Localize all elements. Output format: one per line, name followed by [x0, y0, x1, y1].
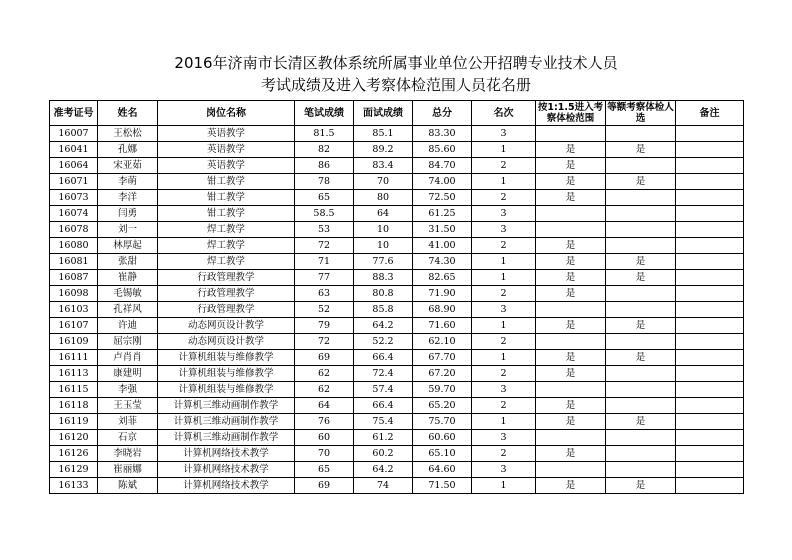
- cell-selected: [606, 366, 676, 382]
- cell-position: 钳工教学: [158, 190, 295, 206]
- cell-name: 石京: [98, 430, 158, 446]
- table-row: [50, 334, 744, 350]
- cell-total: 71.60: [413, 318, 472, 334]
- cell-total: 83.30: [413, 126, 472, 142]
- cell-inspection-range: 是: [536, 238, 606, 254]
- header-name: 姓名: [98, 101, 158, 126]
- cell-selected: [606, 302, 676, 318]
- table-row: [50, 142, 744, 158]
- cell-rank: 2: [472, 366, 536, 382]
- cell-position: 行政管理教学: [158, 286, 295, 302]
- cell-written-score: 70: [295, 446, 354, 462]
- cell-name: 李晓岩: [98, 446, 158, 462]
- header-exam-id: 准考证号: [50, 101, 98, 126]
- cell-interview-score: 66.4: [354, 398, 413, 414]
- cell-interview-score: 85.1: [354, 126, 413, 142]
- cell-name: 卢肖肖: [98, 350, 158, 366]
- table-row: [50, 318, 744, 334]
- cell-total: 85.60: [413, 142, 472, 158]
- cell-total: 82.65: [413, 270, 472, 286]
- cell-interview-score: 64.2: [354, 462, 413, 478]
- cell-remarks: [676, 142, 744, 158]
- cell-written-score: 60: [295, 430, 354, 446]
- cell-selected: [606, 286, 676, 302]
- cell-remarks: [676, 206, 744, 222]
- cell-selected: [606, 430, 676, 446]
- cell-rank: 3: [472, 382, 536, 398]
- table-row: [50, 446, 744, 462]
- cell-interview-score: 85.8: [354, 302, 413, 318]
- table-row: [50, 190, 744, 206]
- table-header-row: [50, 101, 744, 126]
- table-row: [50, 158, 744, 174]
- cell-total: 61.25: [413, 206, 472, 222]
- table-row: [50, 382, 744, 398]
- header-interview-score: 面试成绩: [354, 101, 413, 126]
- cell-position: 计算机网络技术教学: [158, 462, 295, 478]
- cell-name: 崔静: [98, 270, 158, 286]
- cell-selected: 是: [606, 254, 676, 270]
- cell-rank: 2: [472, 286, 536, 302]
- cell-rank: 1: [472, 270, 536, 286]
- cell-written-score: 53: [295, 222, 354, 238]
- cell-inspection-range: 是: [536, 142, 606, 158]
- cell-selected: [606, 206, 676, 222]
- table-row: [50, 222, 744, 238]
- cell-exam-id: 16120: [50, 430, 98, 446]
- cell-exam-id: 16007: [50, 126, 98, 142]
- cell-written-score: 58.5: [295, 206, 354, 222]
- cell-name: 王松松: [98, 126, 158, 142]
- cell-selected: [606, 238, 676, 254]
- cell-written-score: 64: [295, 398, 354, 414]
- cell-selected: [606, 334, 676, 350]
- cell-position: 计算机组装与维修教学: [158, 382, 295, 398]
- cell-exam-id: 16064: [50, 158, 98, 174]
- cell-exam-id: 16111: [50, 350, 98, 366]
- table-row: [50, 302, 744, 318]
- cell-interview-score: 80.8: [354, 286, 413, 302]
- cell-exam-id: 16080: [50, 238, 98, 254]
- cell-exam-id: 16126: [50, 446, 98, 462]
- cell-position: 动态网页设计教学: [158, 318, 295, 334]
- cell-position: 计算机三维动画制作教学: [158, 414, 295, 430]
- cell-exam-id: 16113: [50, 366, 98, 382]
- cell-written-score: 65: [295, 190, 354, 206]
- cell-remarks: [676, 222, 744, 238]
- cell-inspection-range: 是: [536, 318, 606, 334]
- cell-inspection-range: 是: [536, 350, 606, 366]
- cell-written-score: 76: [295, 414, 354, 430]
- cell-interview-score: 88.3: [354, 270, 413, 286]
- cell-exam-id: 16103: [50, 302, 98, 318]
- cell-rank: 3: [472, 222, 536, 238]
- cell-selected: [606, 222, 676, 238]
- cell-remarks: [676, 398, 744, 414]
- cell-position: 行政管理教学: [158, 270, 295, 286]
- cell-exam-id: 16129: [50, 462, 98, 478]
- cell-total: 31.50: [413, 222, 472, 238]
- cell-written-score: 82: [295, 142, 354, 158]
- cell-inspection-range: 是: [536, 270, 606, 286]
- cell-inspection-range: [536, 334, 606, 350]
- cell-remarks: [676, 174, 744, 190]
- cell-rank: 3: [472, 206, 536, 222]
- cell-remarks: [676, 462, 744, 478]
- cell-position: 动态网页设计教学: [158, 334, 295, 350]
- cell-inspection-range: 是: [536, 254, 606, 270]
- cell-inspection-range: [536, 382, 606, 398]
- cell-selected: 是: [606, 174, 676, 190]
- cell-rank: 3: [472, 126, 536, 142]
- cell-name: 孔祥风: [98, 302, 158, 318]
- cell-exam-id: 16081: [50, 254, 98, 270]
- cell-interview-score: 10: [354, 222, 413, 238]
- cell-selected: 是: [606, 318, 676, 334]
- page-title-line2: 考试成绩及进入考察体检范围人员花名册: [260, 76, 531, 94]
- cell-exam-id: 16098: [50, 286, 98, 302]
- cell-rank: 1: [472, 350, 536, 366]
- cell-inspection-range: 是: [536, 174, 606, 190]
- cell-remarks: [676, 446, 744, 462]
- cell-position: 计算机组装与维修教学: [158, 350, 295, 366]
- cell-interview-score: 80: [354, 190, 413, 206]
- cell-selected: [606, 446, 676, 462]
- cell-exam-id: 16107: [50, 318, 98, 334]
- header-total: 总分: [413, 101, 472, 126]
- cell-written-score: 72: [295, 334, 354, 350]
- cell-position: 计算机三维动画制作教学: [158, 398, 295, 414]
- cell-rank: 1: [472, 478, 536, 494]
- cell-exam-id: 16041: [50, 142, 98, 158]
- cell-interview-score: 64: [354, 206, 413, 222]
- cell-interview-score: 72.4: [354, 366, 413, 382]
- cell-rank: 2: [472, 158, 536, 174]
- cell-total: 75.70: [413, 414, 472, 430]
- cell-exam-id: 16087: [50, 270, 98, 286]
- cell-position: 钳工教学: [158, 206, 295, 222]
- cell-interview-score: 66.4: [354, 350, 413, 366]
- table-row: [50, 174, 744, 190]
- table-row: [50, 238, 744, 254]
- cell-total: 84.70: [413, 158, 472, 174]
- cell-rank: 1: [472, 142, 536, 158]
- cell-selected: [606, 190, 676, 206]
- cell-position: 行政管理教学: [158, 302, 295, 318]
- cell-position: 计算机三维动画制作教学: [158, 430, 295, 446]
- cell-exam-id: 16073: [50, 190, 98, 206]
- cell-inspection-range: 是: [536, 398, 606, 414]
- cell-rank: 2: [472, 190, 536, 206]
- cell-written-score: 65: [295, 462, 354, 478]
- cell-remarks: [676, 350, 744, 366]
- cell-name: 孔娜: [98, 142, 158, 158]
- cell-remarks: [676, 158, 744, 174]
- cell-remarks: [676, 334, 744, 350]
- cell-name: 屈宗刚: [98, 334, 158, 350]
- cell-total: 67.20: [413, 366, 472, 382]
- cell-written-score: 79: [295, 318, 354, 334]
- cell-remarks: [676, 430, 744, 446]
- table-row: [50, 414, 744, 430]
- cell-name: 陈斌: [98, 478, 158, 494]
- cell-written-score: 86: [295, 158, 354, 174]
- table-row: [50, 270, 744, 286]
- cell-remarks: [676, 366, 744, 382]
- table-row: [50, 462, 744, 478]
- cell-name: 闫勇: [98, 206, 158, 222]
- cell-inspection-range: [536, 462, 606, 478]
- cell-inspection-range: [536, 302, 606, 318]
- cell-inspection-range: 是: [536, 286, 606, 302]
- cell-position: 钳工教学: [158, 174, 295, 190]
- cell-position: 焊工教学: [158, 254, 295, 270]
- cell-name: 张甜: [98, 254, 158, 270]
- cell-written-score: 71: [295, 254, 354, 270]
- cell-rank: 2: [472, 446, 536, 462]
- cell-remarks: [676, 318, 744, 334]
- table-row: [50, 430, 744, 446]
- cell-selected: [606, 398, 676, 414]
- cell-total: 72.50: [413, 190, 472, 206]
- cell-rank: 3: [472, 430, 536, 446]
- cell-name: 李洋: [98, 190, 158, 206]
- table-row: [50, 366, 744, 382]
- header-position: 岗位名称: [158, 101, 295, 126]
- cell-total: 60.60: [413, 430, 472, 446]
- cell-exam-id: 16118: [50, 398, 98, 414]
- cell-remarks: [676, 254, 744, 270]
- cell-interview-score: 64.2: [354, 318, 413, 334]
- cell-inspection-range: 是: [536, 366, 606, 382]
- cell-remarks: [676, 190, 744, 206]
- cell-selected: [606, 462, 676, 478]
- cell-exam-id: 16078: [50, 222, 98, 238]
- table-row: [50, 398, 744, 414]
- cell-inspection-range: [536, 430, 606, 446]
- cell-written-score: 81.5: [295, 126, 354, 142]
- cell-selected: 是: [606, 350, 676, 366]
- cell-name: 王玉莹: [98, 398, 158, 414]
- cell-name: 刘菲: [98, 414, 158, 430]
- cell-rank: 1: [472, 174, 536, 190]
- header-written-score: 笔试成绩: [295, 101, 354, 126]
- cell-written-score: 62: [295, 382, 354, 398]
- table-row: [50, 206, 744, 222]
- cell-written-score: 77: [295, 270, 354, 286]
- page-title-line1: 2016年济南市长清区教体系统所属事业单位公开招聘专业技术人员: [174, 54, 618, 72]
- cell-remarks: [676, 126, 744, 142]
- cell-position: 焊工教学: [158, 238, 295, 254]
- cell-rank: 1: [472, 318, 536, 334]
- cell-name: 李萌: [98, 174, 158, 190]
- cell-name: 宋亚茹: [98, 158, 158, 174]
- table-row: [50, 286, 744, 302]
- cell-interview-score: 74: [354, 478, 413, 494]
- header-selected-candidate: 等额考察体检人选: [607, 102, 674, 124]
- cell-interview-score: 57.4: [354, 382, 413, 398]
- cell-rank: 2: [472, 334, 536, 350]
- cell-name: 林厚起: [98, 238, 158, 254]
- cell-exam-id: 16119: [50, 414, 98, 430]
- cell-name: 毛锡敏: [98, 286, 158, 302]
- cell-total: 74.30: [413, 254, 472, 270]
- cell-position: 计算机网络技术教学: [158, 478, 295, 494]
- cell-name: 康建明: [98, 366, 158, 382]
- cell-inspection-range: 是: [536, 158, 606, 174]
- cell-written-score: 62: [295, 366, 354, 382]
- cell-interview-score: 70: [354, 174, 413, 190]
- table-row: [50, 478, 744, 494]
- cell-total: 74.00: [413, 174, 472, 190]
- cell-rank: 3: [472, 462, 536, 478]
- cell-remarks: [676, 270, 744, 286]
- cell-selected: 是: [606, 414, 676, 430]
- header-inspection-range: 按1:1.5进入考察体检范围: [536, 101, 606, 126]
- cell-rank: 3: [472, 302, 536, 318]
- cell-inspection-range: 是: [536, 478, 606, 494]
- cell-total: 71.50: [413, 478, 472, 494]
- cell-exam-id: 16109: [50, 334, 98, 350]
- results-table: [49, 100, 744, 494]
- cell-interview-score: 75.4: [354, 414, 413, 430]
- cell-position: 焊工教学: [158, 222, 295, 238]
- cell-position: 英语教学: [158, 126, 295, 142]
- cell-rank: 2: [472, 238, 536, 254]
- cell-remarks: [676, 414, 744, 430]
- cell-inspection-range: [536, 206, 606, 222]
- cell-exam-id: 16133: [50, 478, 98, 494]
- cell-name: 刘一: [98, 222, 158, 238]
- cell-selected: 是: [606, 270, 676, 286]
- cell-total: 64.60: [413, 462, 472, 478]
- cell-rank: 2: [472, 398, 536, 414]
- cell-remarks: [676, 478, 744, 494]
- cell-selected: [606, 126, 676, 142]
- cell-name: 许迪: [98, 318, 158, 334]
- cell-total: 65.20: [413, 398, 472, 414]
- cell-written-score: 78: [295, 174, 354, 190]
- cell-rank: 1: [472, 254, 536, 270]
- cell-inspection-range: 是: [536, 190, 606, 206]
- cell-rank: 1: [472, 414, 536, 430]
- cell-written-score: 52: [295, 302, 354, 318]
- cell-selected: [606, 158, 676, 174]
- cell-remarks: [676, 382, 744, 398]
- cell-position: 英语教学: [158, 142, 295, 158]
- cell-remarks: [676, 302, 744, 318]
- cell-inspection-range: 是: [536, 446, 606, 462]
- header-rank: 名次: [472, 101, 536, 126]
- cell-interview-score: 61.2: [354, 430, 413, 446]
- cell-written-score: 63: [295, 286, 354, 302]
- cell-interview-score: 10: [354, 238, 413, 254]
- table-row: [50, 350, 744, 366]
- cell-total: 62.10: [413, 334, 472, 350]
- cell-position: 计算机网络技术教学: [158, 446, 295, 462]
- cell-position: 英语教学: [158, 158, 295, 174]
- cell-interview-score: 52.2: [354, 334, 413, 350]
- cell-exam-id: 16115: [50, 382, 98, 398]
- cell-total: 71.90: [413, 286, 472, 302]
- cell-selected: 是: [606, 142, 676, 158]
- cell-total: 68.90: [413, 302, 472, 318]
- cell-total: 65.10: [413, 446, 472, 462]
- table-row: [50, 126, 744, 142]
- cell-exam-id: 16071: [50, 174, 98, 190]
- cell-total: 59.70: [413, 382, 472, 398]
- cell-interview-score: 60.2: [354, 446, 413, 462]
- cell-written-score: 69: [295, 350, 354, 366]
- cell-inspection-range: [536, 222, 606, 238]
- cell-remarks: [676, 286, 744, 302]
- cell-exam-id: 16074: [50, 206, 98, 222]
- cell-total: 67.70: [413, 350, 472, 366]
- table-body: [50, 126, 744, 494]
- cell-selected: 是: [606, 478, 676, 494]
- cell-total: 41.00: [413, 238, 472, 254]
- cell-inspection-range: 是: [536, 414, 606, 430]
- cell-interview-score: 77.6: [354, 254, 413, 270]
- cell-selected: [606, 382, 676, 398]
- cell-written-score: 69: [295, 478, 354, 494]
- table-row: [50, 254, 744, 270]
- cell-name: 崔丽娜: [98, 462, 158, 478]
- cell-name: 李强: [98, 382, 158, 398]
- cell-interview-score: 89.2: [354, 142, 413, 158]
- cell-written-score: 72: [295, 238, 354, 254]
- cell-remarks: [676, 238, 744, 254]
- cell-position: 计算机组装与维修教学: [158, 366, 295, 382]
- cell-inspection-range: [536, 126, 606, 142]
- header-remarks: 备注: [676, 101, 744, 126]
- cell-interview-score: 83.4: [354, 158, 413, 174]
